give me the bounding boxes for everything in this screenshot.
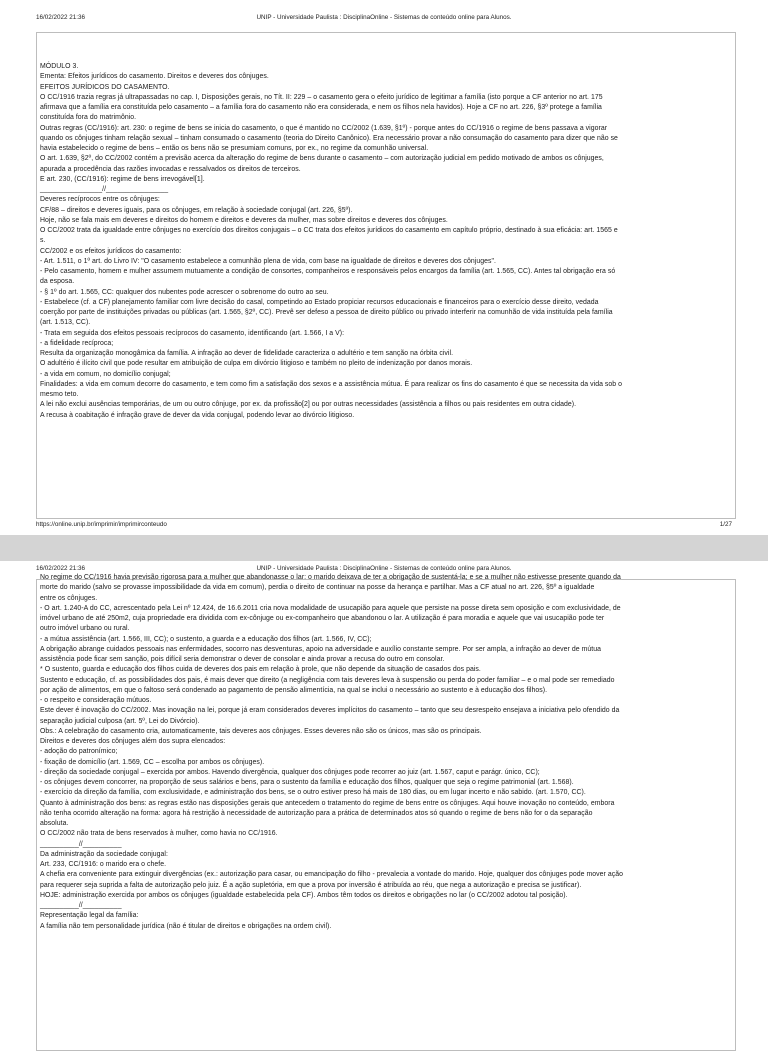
text-line: O CC/2002 não trata de bens reservados à mulher, como havia no CC/1916. bbox=[40, 830, 278, 838]
text-line: No regime do CC/1916 havia previsão rigorosa para a mulher que abandonasse o lar: o marido deixava de ter a obrigação de sustentá-la; e se a mulher não estivesse presente quando da bbox=[40, 574, 621, 581]
text-line: não tenha ocorrido alteração na forma: agora há restrição à necessidade de autorização para a prática de determinados atos só quando o regime de bens não for o da separação bbox=[40, 809, 593, 817]
text-line: Hoje, não se fala mais em deveres e direitos do homem e direitos e deveres da mulher, mas sobre direitos e deveres dos cônjuges. bbox=[40, 216, 448, 224]
text-line: MÓDULO 3. bbox=[40, 63, 79, 70]
text-line: separação judicial culposa (art. 5º, Lei do Divórcio). bbox=[40, 717, 200, 725]
text-line: __________//__________ bbox=[40, 840, 122, 848]
text-line: quando os cônjuges tinham relação sexual – tinham consumado o casamento (teoria do Direito Canônico). Era necessário provar a não consumação do casamento para dizer que não se bbox=[40, 134, 618, 142]
page-content bbox=[40, 573, 730, 932]
page-separator bbox=[0, 535, 768, 561]
text-line: - a vida em comum, no domicílio conjugal; bbox=[40, 370, 171, 378]
text-line: Ementa: Efeitos jurídicos do casamento. Direitos e deveres dos cônjuges. bbox=[40, 73, 269, 81]
text-line: A lei não exclui ausências temporárias, de um ou outro cônjuge, por ex. da profissão[2] ou por outras necessidades (assistência a filhos ou pais residentes em outra cidade). bbox=[40, 401, 577, 409]
text-line: O CC/2002 trata da igualdade entre cônjuges no exercício dos direitos conjugais – o CC trata dos efeitos jurídicos do casamento em capítulo próprio, destinado à sua eficácia: art. 1565 e bbox=[40, 227, 618, 234]
text-line: Sustento e educação, cf. as possibilidades dos pais, é mais dever que direito (a negligência com tais deveres leva à suspensão ou perda do poder familiar – e o mal pode ser remediado bbox=[40, 676, 615, 684]
text-line: - Estabelece (cf. a CF) planejamento familiar com livre decisão do casal, competindo ao Estado propiciar recursos educacionais e financeiros para o exercício desse direito, vedada bbox=[40, 298, 599, 306]
text-line: da esposa. bbox=[40, 278, 75, 286]
print-title: UNIP - Universidade Paulista : DisciplinaOnline - Sistemas de conteúdo online para Alunos. bbox=[256, 14, 512, 21]
text-line: mesmo teto. bbox=[40, 391, 79, 398]
text-line: constituída fora do matrimônio. bbox=[40, 114, 137, 122]
text-line: Deveres recíprocos entre os cônjuges: bbox=[40, 196, 160, 204]
print-date: 16/02/2022 21:36 bbox=[36, 565, 86, 572]
page-content bbox=[40, 62, 730, 421]
text-line: - Art. 1.511, o 1º art. do Livro IV: "O casamento estabelece a comunhão plena de vida, com base na igualdade de direitos e deveres dos cônjuges". bbox=[40, 257, 496, 265]
print-title: UNIP - Universidade Paulista : DisciplinaOnline - Sistemas de conteúdo online para Alunos. bbox=[256, 565, 512, 572]
text-line: A recusa à coabitação é infração grave de dever da vida conjugal, podendo levar ao divórcio litigioso. bbox=[40, 411, 355, 419]
text-line: Finalidades: a vida em comum decorre do casamento, e tem como fim a satisfação dos sexos e a assistência mútua. É para realizar os fins do casamento é que se necessita da vida sob o bbox=[40, 380, 623, 388]
text-line: afirmava que a família era constituída pelo casamento – a família fora do casamento não era considerada, e nem os filhos nela havidos). Hoje a CF no art. 226, §3º protege a família bbox=[40, 104, 602, 111]
text-line: Outras regras (CC/1916): art. 230: o regime de bens se inicia do casamento, o que é mantido no CC/2002 (1.639, §1º) - porque antes do CC/1916 o regime de bens passava a vigorar bbox=[40, 124, 608, 132]
text-line: A chefia era conveniente para extinguir divergências (ex.: autorização para casar, ou emancipação do filho - prevalecia a vontade do marido. Hoje, qualquer dos cônjuges pode mover ação bbox=[40, 871, 624, 879]
text-line: s. bbox=[40, 237, 46, 245]
page-2 bbox=[0, 561, 768, 1024]
text-line: O art. 1.639, §2º, do CC/2002 contém a previsão acerca da alteração do regime de bens durante o casamento – com autorização judicial em pedido motivado de ambos os cônjuges, bbox=[40, 155, 604, 163]
text-line: Resulta da organização monogâmica da família. A infração ao dever de fidelidade caracteriza o adultério e tem sanção na órbita civil. bbox=[40, 350, 454, 357]
text-line: coerção por parte de instituições privadas ou públicas (art. 1.565, §2º, CC). Prevê ser defeso a pessoa de direito público ou privado interferir na comunhão de vida instituída pela família bbox=[40, 309, 613, 316]
text-line: Obs.: A celebração do casamento cria, automaticamente, tais deveres aos cônjuges. Esses deveres não são os únicos, mas são os principais. bbox=[40, 727, 482, 735]
text-line: A família não tem personalidade jurídica (não é titular de direitos e obrigações na ordem civil). bbox=[40, 922, 332, 930]
page-number: 1/27 bbox=[719, 521, 732, 528]
text-line: - a mútua assistência (art. 1.566, III, CC); o sustento, a guarda e a educação dos filhos (art. 1.566, IV, CC); bbox=[40, 635, 372, 643]
text-line: CF/88 – direitos e deveres iguais, para os cônjuges, em relação à sociedade conjugal (art. 226, §5º). bbox=[40, 206, 353, 214]
text-line: - os cônjuges devem concorrer, na proporção de seus salários e bens, para o sustento da família e educação dos filhos, qualquer que seja o regime patrimonial (art. 1.568). bbox=[40, 779, 574, 786]
text-line: imóvel urbano de até 250m2, cuja propriedade era dividida com ex-cônjuge ou ex-companheiro que abandonou o lar. A utilização é para moradia e aquele que vai usucapião pode ter bbox=[40, 615, 605, 622]
text-line: - exercício da direção da família, com exclusividade, e administração dos bens, se o outro estiver preso há mais de 180 dias, ou em lugar incerto e não sabido. (art. 1.570, CC). bbox=[40, 789, 586, 797]
text-line: por ação de alimentos, em que o faltoso será condenado ao pagamento de pensão alimentícia, na qual se inclui o necessário ao sustento e à educação dos filhos). bbox=[40, 686, 548, 694]
print-header bbox=[0, 10, 768, 24]
text-line: E art. 230, (CC/1916): regime de bens irrevogável[1]. bbox=[40, 175, 205, 183]
text-line: Da administração da sociedade conjugal: bbox=[40, 850, 168, 858]
text-line: - § 1º do art. 1.565, CC: qualquer dos nubentes pode acrescer o sobrenome do outro ao seu. bbox=[40, 288, 329, 296]
text-line: - direção da sociedade conjugal – exercida por ambos. Havendo divergência, qualquer dos cônjuges pode recorrer ao juiz (art. 1.567, caput e parágr. único, CC); bbox=[40, 768, 540, 776]
text-line: HOJE: administração exercida por ambos os cônjuges (igualdade estabelecida pela CF). Ambos têm todos os direitos e obrigações no lar (o CC/2002 adotou tal posição). bbox=[40, 891, 568, 899]
text-line: assistência pode ficar sem sanção, pois difícil seria demonstrar o dever de consolar e ainda provar a recusa do outro em consolar. bbox=[40, 656, 445, 663]
text-line: Representação legal da família: bbox=[40, 912, 139, 920]
text-line: havia estabelecido o regime de bens – então os bens não se presumiam comuns, por ex., no regime da comunhão universal. bbox=[40, 145, 429, 152]
text-line: - a fidelidade recíproca; bbox=[40, 339, 114, 347]
print-date: 16/02/2022 21:36 bbox=[36, 14, 86, 21]
text-line: - Trata em seguida dos efeitos pessoais recíprocos do casamento, identificando (art. 1.566, I a V): bbox=[40, 329, 345, 337]
text-line: apurada a procedência das razões invocadas e ressalvados os direitos de terceiros. bbox=[40, 165, 301, 173]
text-line: - fixação de domicílio (art. 1.569, CC – escolha por ambos os cônjuges). bbox=[40, 758, 265, 766]
text-line: Art. 233, CC/1916: o marido era o chefe. bbox=[40, 861, 167, 868]
text-line: absoluta. bbox=[40, 820, 69, 827]
text-line: (art. 1.513, CC). bbox=[40, 319, 91, 327]
text-line: - adoção do patronímico; bbox=[40, 748, 118, 756]
text-line: - o respeito e consideração mútuos. bbox=[40, 697, 152, 704]
text-line: * O sustento, guarda e educação dos filhos cuida de deveres dos pais em relação à prole, que não depende da situação de casados dos pais. bbox=[40, 666, 481, 674]
text-line: Este dever é inovação do CC/2002. Mas inovação na lei, porque já eram considerados deveres implícitos do casamento – tanto que seu desrespeito ensejava a iniciativa pelo ofendido da bbox=[40, 707, 620, 715]
text-line: __________//__________ bbox=[40, 902, 122, 909]
text-line: ________________//________________ bbox=[40, 186, 169, 193]
text-line: A obrigação abrange cuidados pessoais nas enfermidades, socorro nas desventuras, apoio na adversidade e auxílio constante sempre. Por ser ampla, a infração ao dever de mútua bbox=[40, 645, 601, 653]
text-line: morte do marido (salvo se provasse impossibilidade da vida em comum), perdia o direito de continuar na posse da herança e partilhar. Mas a CF atual no art. 226, §5º a igualdade bbox=[40, 584, 595, 592]
text-line: para requerer seja suprida a falta de autorização pelo juiz. É a ação supletória, em que a prova por inversão é atribuída ao réu, que nega a autorização e precisa se justificar). bbox=[40, 881, 582, 889]
text-line: EFEITOS JURÍDICOS DO CASAMENTO. bbox=[40, 83, 170, 91]
text-line: CC/2002 e os efeitos jurídicos do casamento: bbox=[40, 247, 182, 255]
text-line: Quanto à administração dos bens: as regras estão nas disposições gerais que antecedem o tratamento do regime de bens entre os cônjuges. Aqui houve inovação no conteúdo, embora bbox=[40, 799, 615, 807]
text-line: O CC/1916 trazia regras já ultrapassadas no cap. I, Disposições gerais, no Tít. II: 229 – o casamento gera o efeito jurídico de legitimar a família (isto porque a CF anterior no art. 175 bbox=[40, 93, 603, 101]
text-line: outro imóvel urbano ou rural. bbox=[40, 625, 130, 633]
text-line: entre os cônjuges. bbox=[40, 594, 98, 602]
print-url[interactable]: https://online.unip.br/imprimir/imprimirconteudo bbox=[36, 521, 167, 528]
text-line: - Pelo casamento, homem e mulher assumem mutuamente a condição de consortes, companheiros e responsáveis pelos encargos da família (art. 1.565, CC). Antes tal obrigação era só bbox=[40, 268, 616, 275]
text-line: - O art. 1.240-A do CC, acrescentado pela Lei nº 12.424, de 16.6.2011 cria nova modalidade de usucapião para aquele que persiste na posse direta sem oposição e com exclusividade, de bbox=[40, 604, 621, 612]
text-line: Direitos e deveres dos cônjuges além dos supra elencados: bbox=[40, 738, 226, 745]
text-line: O adultério é ilícito civil que pode resultar em atribuição de culpa em divórcio litigioso e também no pleito de indenização por danos morais. bbox=[40, 360, 473, 368]
